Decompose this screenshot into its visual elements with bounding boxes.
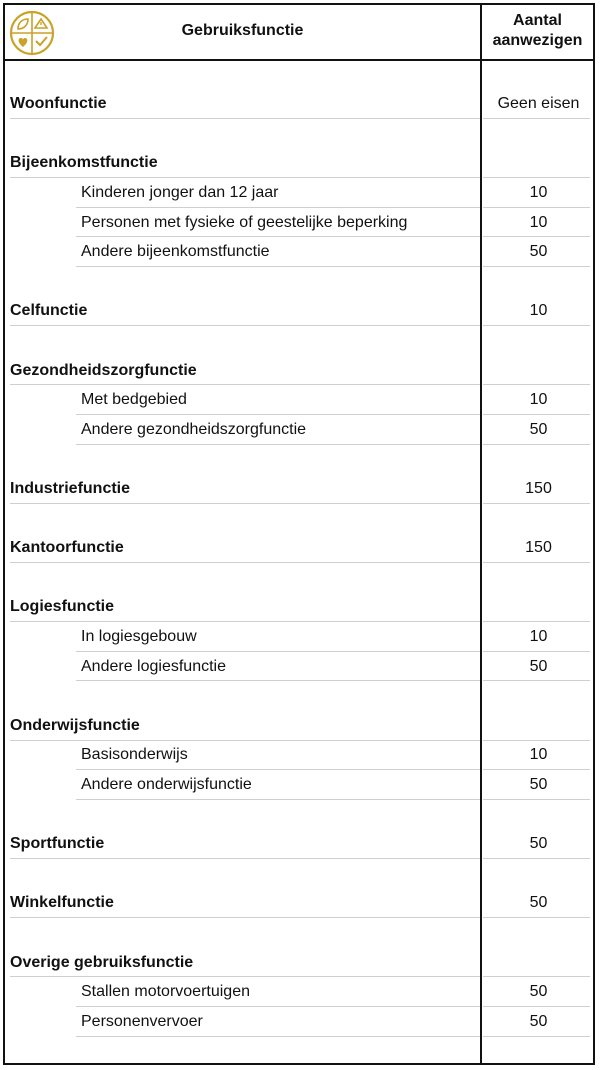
group-label: Sportfunctie <box>10 835 105 853</box>
group-row <box>0 89 600 119</box>
row-rule <box>483 799 590 800</box>
row-rule <box>483 118 590 119</box>
row-rule <box>10 562 480 563</box>
row-rule <box>483 503 590 504</box>
group-row <box>0 474 600 504</box>
table-row <box>0 652 600 682</box>
group-label: Onderwijsfunctie <box>10 716 140 734</box>
row-rule <box>483 858 590 859</box>
group-label: Gezondheidszorgfunctie <box>10 361 197 379</box>
group-row <box>0 948 600 978</box>
table-row <box>0 977 600 1007</box>
row-value <box>483 593 594 623</box>
row-value <box>483 711 594 741</box>
row-value: 150 <box>525 479 552 497</box>
group-label: Logiesfunctie <box>10 598 115 616</box>
header-count-line2: aanwezigen <box>492 32 583 49</box>
row-value: 10 <box>529 391 548 409</box>
row-value: 50 <box>529 420 548 438</box>
row-rule <box>483 680 590 681</box>
group-label: Celfunctie <box>10 302 88 320</box>
row-label: Andere gezondheidszorgfunctie <box>81 420 307 438</box>
row-rule <box>483 325 590 326</box>
row-value: 50 <box>529 835 548 853</box>
group-label: Winkelfunctie <box>10 894 114 912</box>
row-label: Kinderen jonger dan 12 jaar <box>81 183 279 201</box>
row-value: 50 <box>529 657 548 675</box>
table-row <box>0 1007 600 1037</box>
row-rule <box>76 266 480 267</box>
row-label: Met bedgebied <box>81 391 187 409</box>
table-row <box>0 178 600 208</box>
row-rule <box>483 562 590 563</box>
row-rule <box>10 858 480 859</box>
row-value: 10 <box>529 302 548 320</box>
group-row <box>0 149 600 179</box>
column-header-gebruiksfunctie: Gebruiksfunctie <box>181 22 304 39</box>
row-label: Basisonderwijs <box>81 746 188 764</box>
row-value: 50 <box>529 1012 548 1030</box>
row-value: 10 <box>529 213 548 231</box>
row-rule <box>483 266 590 267</box>
table-row <box>0 622 600 652</box>
row-value: 50 <box>529 894 548 912</box>
group-label: Overige gebruiksfunctie <box>10 953 194 971</box>
row-rule <box>76 1036 480 1037</box>
row-rule <box>483 917 590 918</box>
row-label: Andere onderwijsfunctie <box>81 775 252 793</box>
group-row <box>0 889 600 919</box>
table-row <box>0 208 600 238</box>
row-label: Personen met fysieke of geestelijke beperking <box>81 213 408 231</box>
row-value: 50 <box>529 983 548 1001</box>
table-row <box>0 415 600 445</box>
row-value: Geen eisen <box>497 95 580 113</box>
row-label: Stallen motorvoertuigen <box>81 983 250 1001</box>
row-value: 10 <box>529 183 548 201</box>
group-row <box>0 829 600 859</box>
group-row <box>0 533 600 563</box>
table-row <box>0 770 600 800</box>
group-label: Industriefunctie <box>10 479 131 497</box>
row-value <box>483 356 594 386</box>
row-label: Andere bijeenkomstfunctie <box>81 243 270 261</box>
row-rule <box>10 917 480 918</box>
row-rule <box>76 680 480 681</box>
row-value: 150 <box>525 539 552 557</box>
row-rule <box>483 1036 590 1037</box>
row-rule <box>483 444 590 445</box>
row-rule <box>10 118 480 119</box>
table-row <box>0 385 600 415</box>
header-count-line1: Aantal <box>513 12 562 29</box>
group-label: Woonfunctie <box>10 95 107 113</box>
row-label: Personenvervoer <box>81 1012 203 1030</box>
row-rule <box>76 444 480 445</box>
group-label: Bijeenkomstfunctie <box>10 154 158 172</box>
group-label: Kantoorfunctie <box>10 539 124 557</box>
row-label: In logiesgebouw <box>81 627 197 645</box>
group-row <box>0 297 600 327</box>
row-rule <box>10 503 480 504</box>
table-row <box>0 237 600 267</box>
row-rule <box>76 799 480 800</box>
group-row <box>0 356 600 386</box>
group-row <box>0 593 600 623</box>
row-value: 10 <box>529 627 548 645</box>
row-label: Andere logiesfunctie <box>81 657 226 675</box>
row-value <box>483 948 594 978</box>
group-row <box>0 711 600 741</box>
table-row <box>0 741 600 771</box>
row-value: 10 <box>529 746 548 764</box>
row-rule <box>10 325 480 326</box>
row-value: 50 <box>529 243 548 261</box>
row-value: 50 <box>529 775 548 793</box>
row-value <box>483 149 594 179</box>
